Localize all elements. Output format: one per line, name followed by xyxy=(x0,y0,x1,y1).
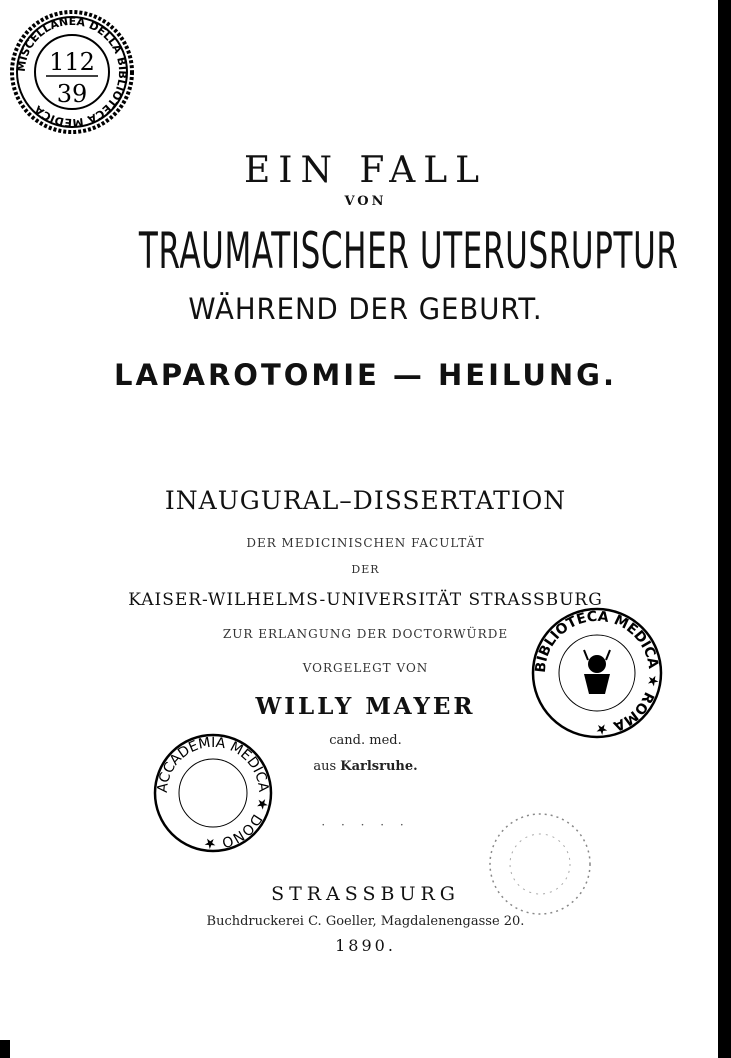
accademia-stamp xyxy=(150,730,276,856)
subtitle: WÄHREND DER GEBURT. xyxy=(188,292,543,326)
biblioteca-stamp xyxy=(526,602,668,744)
origin-city: Karlsruhe. xyxy=(340,759,418,774)
university-line: KAISER-WILHELMS-UNIVERSITÄT STRASSBURG xyxy=(128,590,603,610)
dissertation-heading: INAUGURAL–DISSERTATION xyxy=(164,486,567,515)
faculty-line: DER MEDICINISCHEN FACULTÄT xyxy=(246,536,485,550)
faint-stamp-icon xyxy=(484,808,596,920)
purpose-line: ZUR ERLANGUNG DER DOCTORWÜRDE xyxy=(222,627,509,641)
library-stamp-top-left xyxy=(6,6,138,138)
author-origin xyxy=(0,759,731,774)
imprint-year: 1890. xyxy=(335,936,396,955)
title-ein-fall: EIN FALL xyxy=(243,150,488,191)
imprint-printer: Buchdruckerei C. Goeller, Magdalenengasse 20. xyxy=(206,914,525,929)
coat-of-arms-icon xyxy=(584,650,610,694)
main-title: TRAUMATISCHER UTERUSRUPTUR xyxy=(138,222,679,280)
title-von: VON xyxy=(344,194,387,209)
stamp-ring-text: MISCELLANEA DELLA BIBLIOTECA MEDICA xyxy=(14,14,130,130)
scan-border-corner xyxy=(0,1040,10,1058)
origin-prefix: aus xyxy=(313,759,337,774)
procedure-line: LAPAROTOMIE — HEILUNG. xyxy=(114,358,617,392)
decorative-dots: · · · · · xyxy=(321,818,410,832)
presented-by-line: VORGELEGT VON xyxy=(302,661,429,675)
stamp-number-bottom: 39 xyxy=(56,80,88,108)
author-name: WILLY MAYER xyxy=(255,693,476,720)
der-line: DER xyxy=(351,563,380,576)
accademia-ring-text: ACCADEMIA MEDICA ★ DONO ★ xyxy=(154,734,272,852)
stamp-number-top: 112 xyxy=(49,48,95,76)
author-title: cand. med. xyxy=(329,733,402,748)
biblioteca-ring-text: BIBLIOTECA MEDICA ★ ROMA ★ xyxy=(532,608,662,738)
imprint-city: STRASSBURG xyxy=(271,883,460,905)
